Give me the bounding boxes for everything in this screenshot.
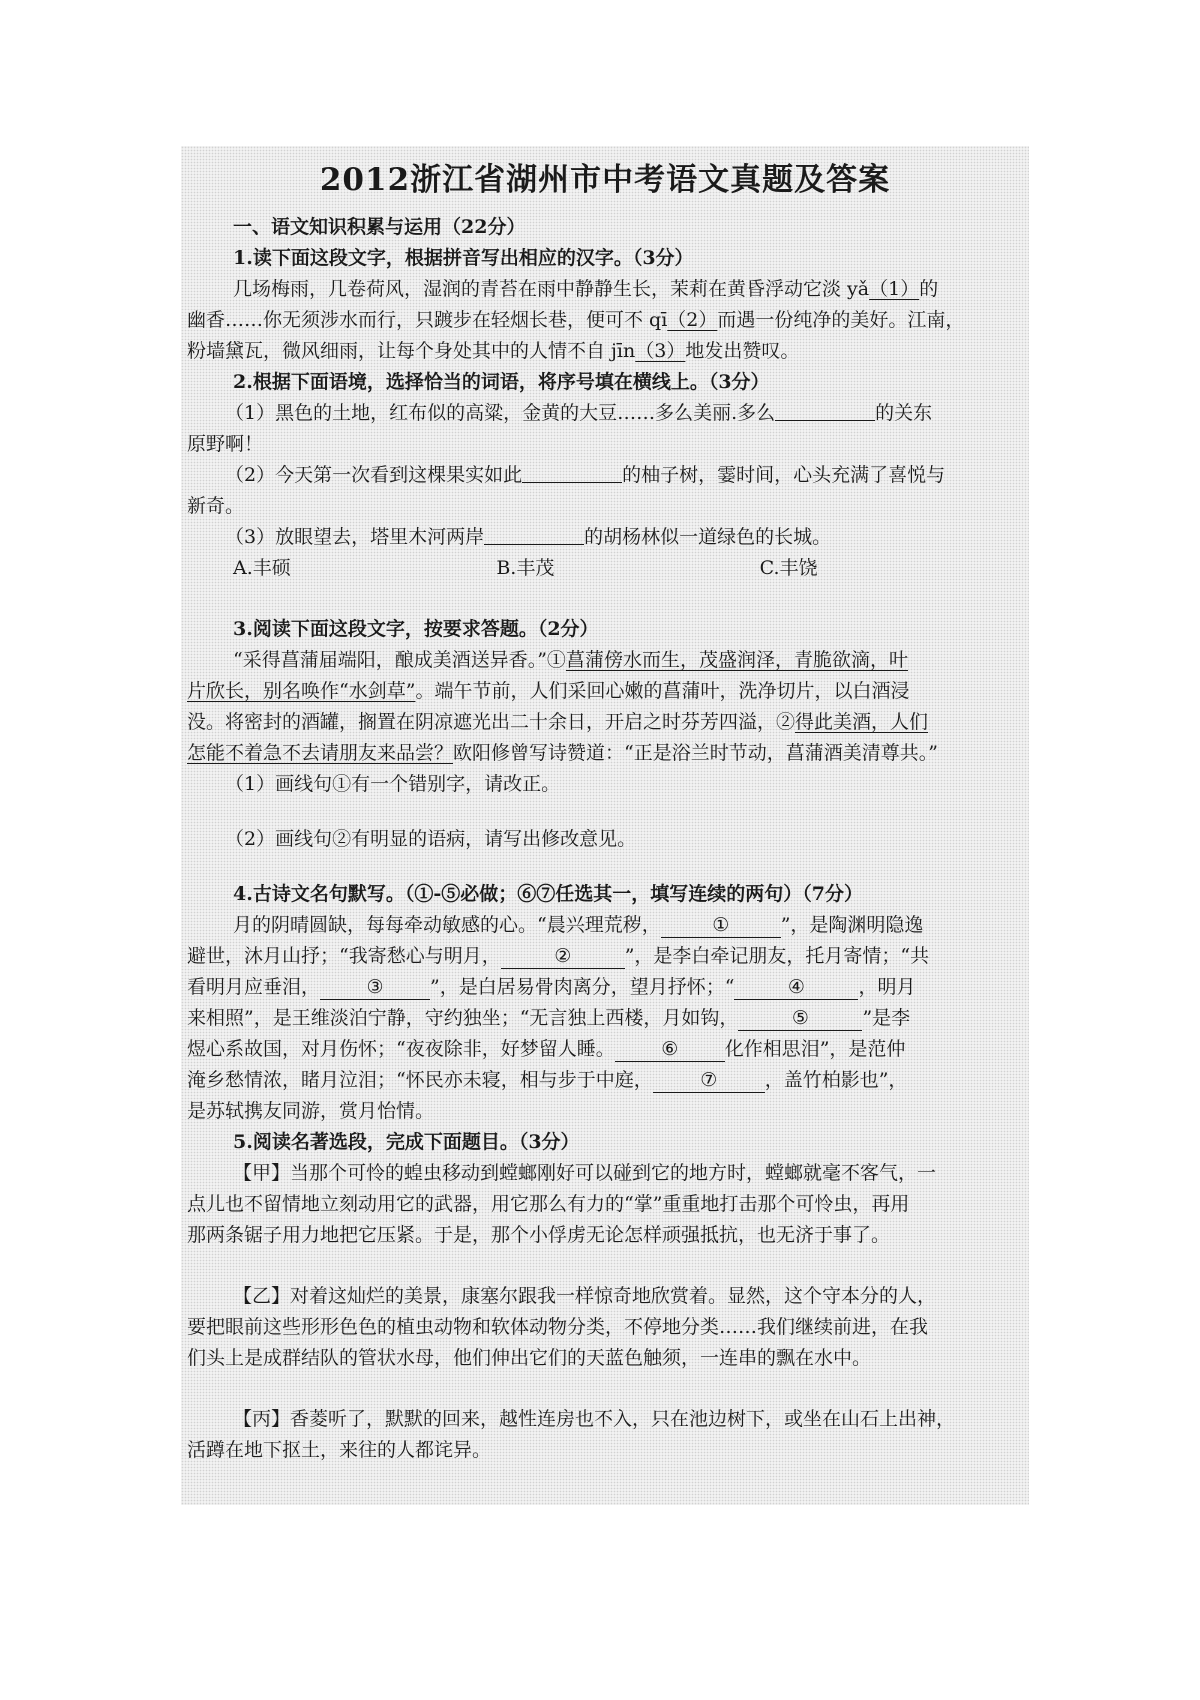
q3-underlined-sentence-1: 片欣长，别名唤作“水剑草” xyxy=(187,680,416,702)
q2-options xyxy=(187,553,1023,584)
q4-blank-2[interactable]: ② xyxy=(501,944,625,969)
q1-line: 幽香……你无须涉水而行，只踱步在轻烟长巷，便可不 qī（2）而遇一份纯净的美好。江南， xyxy=(187,309,965,331)
q2-sentence-1-cont: 原野啊！ xyxy=(187,433,264,455)
q1-blank-3[interactable]: （3） xyxy=(635,340,686,362)
q5-excerpt-yi: 【乙】对着这灿烂的美景，康塞尔跟我一样惊奇地欣赏着。显然，这个守本分的人， xyxy=(233,1285,937,1307)
q3-answer-space-2[interactable] xyxy=(187,855,1023,879)
q4-stem: 4.古诗文名句默写。（①-⑤必做；⑥⑦任选其一，填写连续的两句）（7分） xyxy=(233,883,863,905)
q5-excerpt-jia: 【甲】当那个可怜的蝗虫移动到螳螂刚好可以碰到它的地方时，螳螂就毫不客气，一 xyxy=(233,1162,937,1184)
q2-option-c: C.丰饶 xyxy=(759,557,818,579)
q4-blank-3[interactable]: ③ xyxy=(320,975,430,1000)
q5-excerpt-yi: 们头上是成群结队的管状水母，他们伸出它们的天蓝色触须，一连串的飘在水中。 xyxy=(187,1347,872,1369)
q3-passage-line: 怎能不着急不去请朋友来品尝？欧阳修曾写诗赞道：“正是浴兰时节动，菖蒲酒美清尊共。” xyxy=(187,742,938,764)
q4-blank-1[interactable]: ① xyxy=(661,913,781,938)
q3-answer-space-1[interactable] xyxy=(187,800,1023,824)
document-page xyxy=(181,146,1029,1505)
q3-passage-line: 片欣长，别名唤作“水剑草”。端午节前，人们采回心嫩的菖蒲叶，洗净切片，以白酒浸 xyxy=(187,680,910,702)
document-title: 2012浙江省湖州市中考语文真题及答案 xyxy=(319,162,891,198)
q1-blank-2[interactable]: （2） xyxy=(667,309,718,331)
q3-underlined-sentence-2: 怎能不着急不去请朋友来品尝？ xyxy=(187,742,454,764)
q5-excerpt-bing: 活蹲在地下抠土，来往的人都诧异。 xyxy=(187,1439,492,1461)
q3-underlined-sentence-1: 菖蒲傍水而生，茂盛润泽，青脆欲滴，叶 xyxy=(565,649,908,671)
q2-blank-3[interactable] xyxy=(484,522,584,545)
q2-blank-1[interactable] xyxy=(775,398,875,421)
q2-sentence-3: （3）放眼望去，塔里木河两岸 的胡杨林似一道绿色的长城。 xyxy=(187,522,1023,553)
q3-stem: 3.阅读下面这段文字，按要求答题。（2分） xyxy=(233,618,599,640)
q4-line: 避世，沐月山抒；“我寄愁心与明月， ② ”，是李白牵记朋友，托月寄情；“共 xyxy=(187,945,930,967)
q5-excerpt-jia: 那两条锯子用力地把它压紧。于是，那个小俘虏无论怎样顽强抵抗，也无济于事了。 xyxy=(187,1224,891,1246)
q1-blank-1[interactable]: （1） xyxy=(869,278,920,300)
section-heading: 一、语文知识积累与运用（22分） xyxy=(233,216,526,238)
q4-blank-5[interactable]: ⑤ xyxy=(738,1006,862,1031)
q5-excerpt-bing: 【丙】香菱听了，默默的回来，越性连房也不入，只在池边树下，或坐在山石上出神， xyxy=(233,1408,956,1430)
q4-line: 煜心系故国，对月伤怀；“夜夜除非，好梦留人睡。 ⑥ 化作相思泪”，是范仲 xyxy=(187,1038,906,1060)
q5-excerpt-yi: 要把眼前这些形形色色的植虫动物和软体动物分类，不停地分类……我们继续前进，在我 xyxy=(187,1316,929,1338)
q5-excerpt-jia: 点儿也不留情地立刻动用它的武器，用它那么有力的“掌”重重地打击那个可怜虫，再用 xyxy=(187,1193,910,1215)
q4-line: 看明月应垂泪， ③ ”，是白居易骨肉离分，望月抒怀；“ ④ ，明月 xyxy=(187,976,916,998)
q3-passage-line: “采得菖蒲届端阳，酿成美酒送异香。”①菖蒲傍水而生，茂盛润泽，青脆欲滴，叶 xyxy=(233,649,908,671)
q3-sub-question-2: （2）画线句②有明显的语病，请写出修改意见。 xyxy=(225,828,637,850)
q3-sub-question-1: （1）画线句①有一个错别字，请改正。 xyxy=(225,773,561,795)
q2-sentence-2: （2）今天第一次看到这棵果实如此 的柚子树，霎时间，心头充满了喜悦与 xyxy=(187,460,1023,491)
q4-line: 淹乡愁情浓，睹月泣泪；“怀民亦未寝，相与步于中庭， ⑦ ，盖竹柏影也”， xyxy=(187,1069,908,1091)
q5-stem: 5.阅读名著选段，完成下面题目。（3分） xyxy=(233,1131,580,1153)
q1-line: 粉墙黛瓦，微风细雨，让每个身处其中的人情不自 jīn（3）地发出赞叹。 xyxy=(187,340,800,362)
q2-blank-2[interactable] xyxy=(522,460,622,483)
q3-passage-line: 没。将密封的酒罐，搁置在阴凉遮光出二十余日，开启之时芬芳四溢，②得此美酒，人们 xyxy=(187,711,929,733)
q1-line: 几场梅雨，几卷荷风，湿润的青苔在雨中静静生长，茉莉在黄昏浮动它淡 yǎ（1）的 xyxy=(233,278,939,300)
q3-underlined-sentence-2: 得此美酒，人们 xyxy=(795,711,929,733)
q2-sentence-2-cont: 新奇。 xyxy=(187,495,245,517)
q4-line: 月的阴晴圆缺，每每牵动敏感的心。“晨兴理荒秽， ① ”，是陶渊明隐逸 xyxy=(233,914,924,936)
q4-blank-7[interactable]: ⑦ xyxy=(653,1068,765,1093)
q4-blank-6[interactable]: ⑥ xyxy=(615,1037,725,1062)
q2-sentence-1: （1）黑色的土地，红布似的高粱，金黄的大豆……多么美丽.多么 的关东 xyxy=(187,398,1023,429)
q2-option-a: A.丰硕 xyxy=(233,557,291,579)
q4-line: 来相照”，是王维淡泊宁静，守约独坐；“无言独上西楼，月如钩， ⑤ ”是李 xyxy=(187,1007,911,1029)
q1-stem: 1.读下面这段文字，根据拼音写出相应的汉字。（3分） xyxy=(233,247,694,269)
q2-stem: 2.根据下面语境，选择恰当的词语，将序号填在横线上。（3分） xyxy=(233,371,770,393)
q4-line: 是苏轼携友同游，赏月怡情。 xyxy=(187,1100,435,1122)
q4-blank-4[interactable]: ④ xyxy=(734,975,858,1000)
q2-option-b: B.丰茂 xyxy=(496,557,555,579)
